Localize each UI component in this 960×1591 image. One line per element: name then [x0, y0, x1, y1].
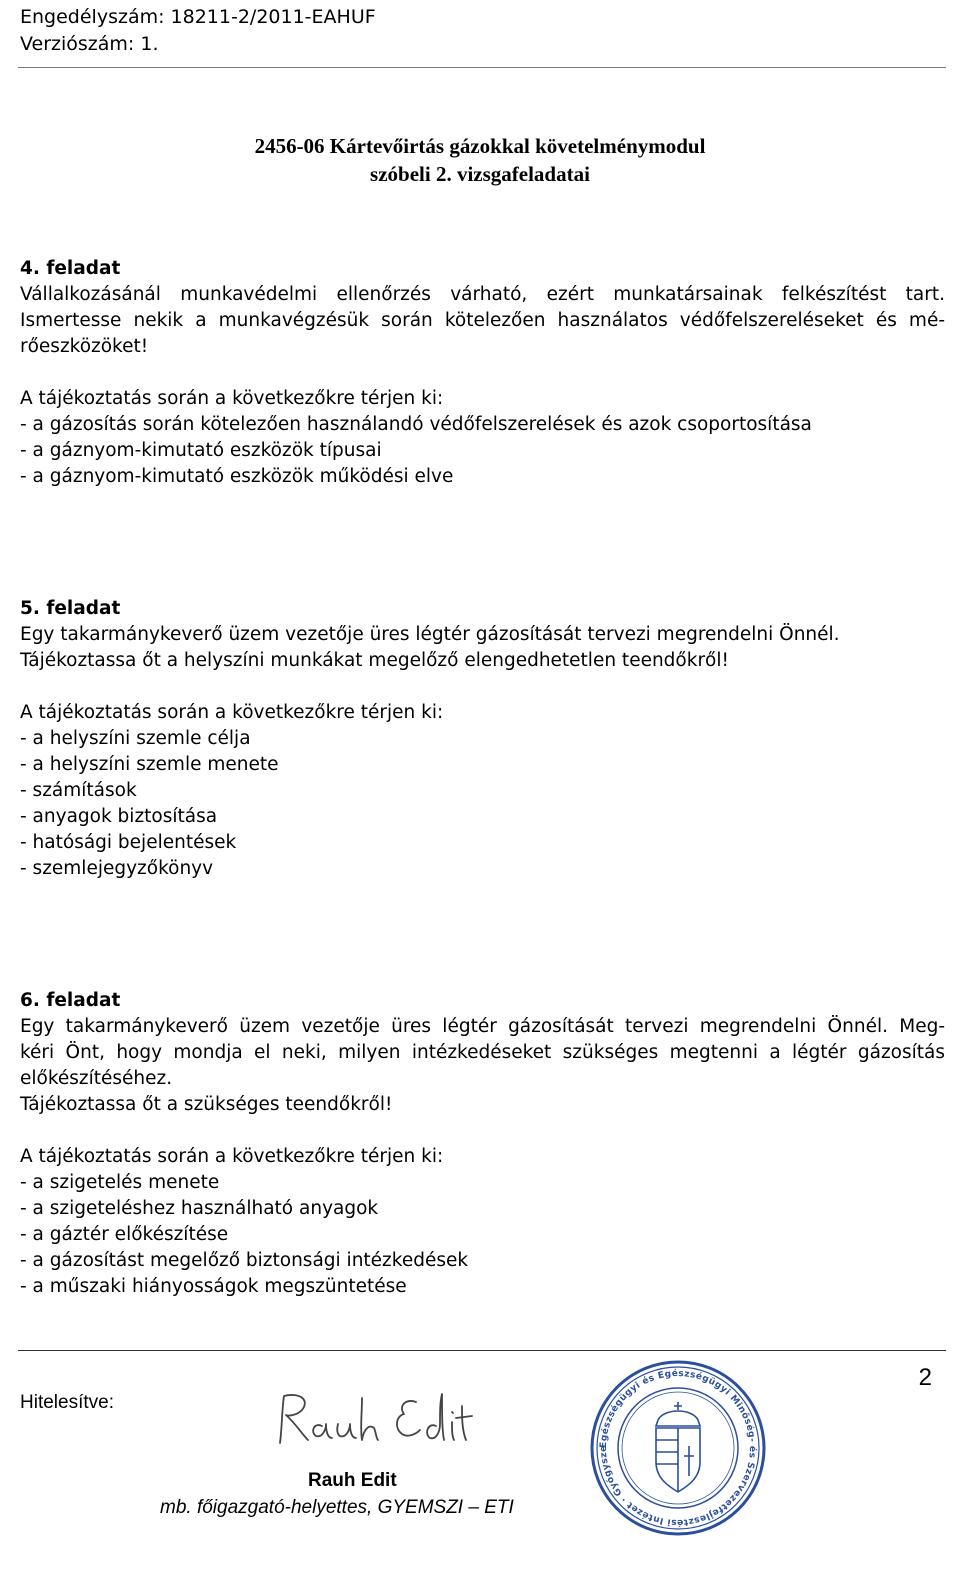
task-point: - a gáznyom-kimutató eszközök típusai — [20, 440, 382, 461]
task-point: - számítások — [20, 780, 137, 801]
task-5 — [20, 596, 945, 882]
task-heading: 6. feladat — [20, 990, 121, 1011]
task-heading: 5. feladat — [20, 598, 121, 619]
handwritten-signature — [270, 1388, 480, 1462]
task-point: - a helyszíni szemle menete — [20, 754, 279, 775]
task-body-line: Vállalkozásánál munkavédelmi ellenőrzés várható, ezért munkatársainak felkészítést tart. — [20, 284, 945, 305]
task-point: - a gázosítás során kötelezően használandó védőfelszerelések és azok csoportosítása — [20, 414, 812, 435]
task-point: - a szigeteléshez használható anyagok — [20, 1198, 379, 1219]
official-stamp — [588, 1358, 768, 1542]
task-4 — [20, 256, 945, 490]
license-number: Engedélyszám: 18211-2/2011-EAHUF — [20, 6, 376, 28]
title-line-2: szóbeli 2. vizsgafeladatai — [370, 162, 590, 186]
signer-title: mb. főigazgató-helyettes, GYEMSZI – ETI — [160, 1497, 514, 1518]
footer-divider — [18, 1350, 946, 1351]
task-point: - anyagok biztosítása — [20, 806, 218, 827]
signer-name: Rauh Edit — [308, 1470, 397, 1491]
task-point: - a gáztér előkészítése — [20, 1224, 229, 1245]
task-body-line: Tájékoztassa őt a helyszíni munkákat megelőző elengedhetetlen teendőkről! — [20, 650, 729, 671]
task-body-line: kéri Önt, hogy mondja el neki, milyen intézkedéseket szükséges megtenni a légtér gázosítás — [20, 1042, 945, 1063]
authenticated-label: Hitelesítve: — [20, 1392, 114, 1413]
task-intro: A tájékoztatás során a következőkre térjen ki: — [20, 702, 444, 723]
task-point: - a gáznyom-kimutató eszközök működési elve — [20, 466, 454, 487]
document-header — [20, 4, 376, 58]
task-intro: A tájékoztatás során a következőkre térjen ki: — [20, 388, 444, 409]
task-body-line: Tájékoztassa őt a szükséges teendőkről! — [20, 1094, 393, 1115]
task-6 — [20, 988, 945, 1300]
task-body-line: Egy takarmánykeverő üzem vezetője üres légtér gázosítását tervezi megrendelni Önnél. Meg- — [20, 1016, 945, 1037]
task-point: - szemlejegyzőkönyv — [20, 858, 214, 879]
title-line-1: 2456-06 Kártevőirtás gázokkal követelménymodul — [254, 134, 706, 158]
task-body-line: Egy takarmánykeverő üzem vezetője üres légtér gázosítását tervezi megrendelni Önnél. — [20, 624, 840, 645]
task-body-line: Ismertesse nekik a munkavégzésük során kötelezően használatos védőfelszereléseket és mé- — [20, 310, 945, 331]
svg-text:Egészségügyi és Egészségügyi M: Egészségügyi és Egészségügyi Minőség- és Szervezetfejlesztési Intézet · Gyógysze — [598, 1368, 758, 1528]
task-body-line: rőeszközöket! — [20, 336, 149, 357]
task-body-line: előkészítéséhez. — [20, 1068, 173, 1089]
version-number: Verziószám: 1. — [20, 33, 159, 55]
task-heading: 4. feladat — [20, 258, 121, 279]
task-point: - a helyszíni szemle célja — [20, 728, 251, 749]
task-point: - a műszaki hiányosságok megszüntetése — [20, 1276, 407, 1297]
header-divider — [18, 67, 946, 68]
task-point: - a gázosítást megelőző biztonsági intézkedések — [20, 1250, 469, 1271]
document-title — [0, 132, 960, 188]
task-point: - a szigetelés menete — [20, 1172, 220, 1193]
task-point: - hatósági bejelentések — [20, 832, 237, 853]
page-number: 2 — [918, 1364, 932, 1391]
task-intro: A tájékoztatás során a következőkre térjen ki: — [20, 1146, 444, 1167]
